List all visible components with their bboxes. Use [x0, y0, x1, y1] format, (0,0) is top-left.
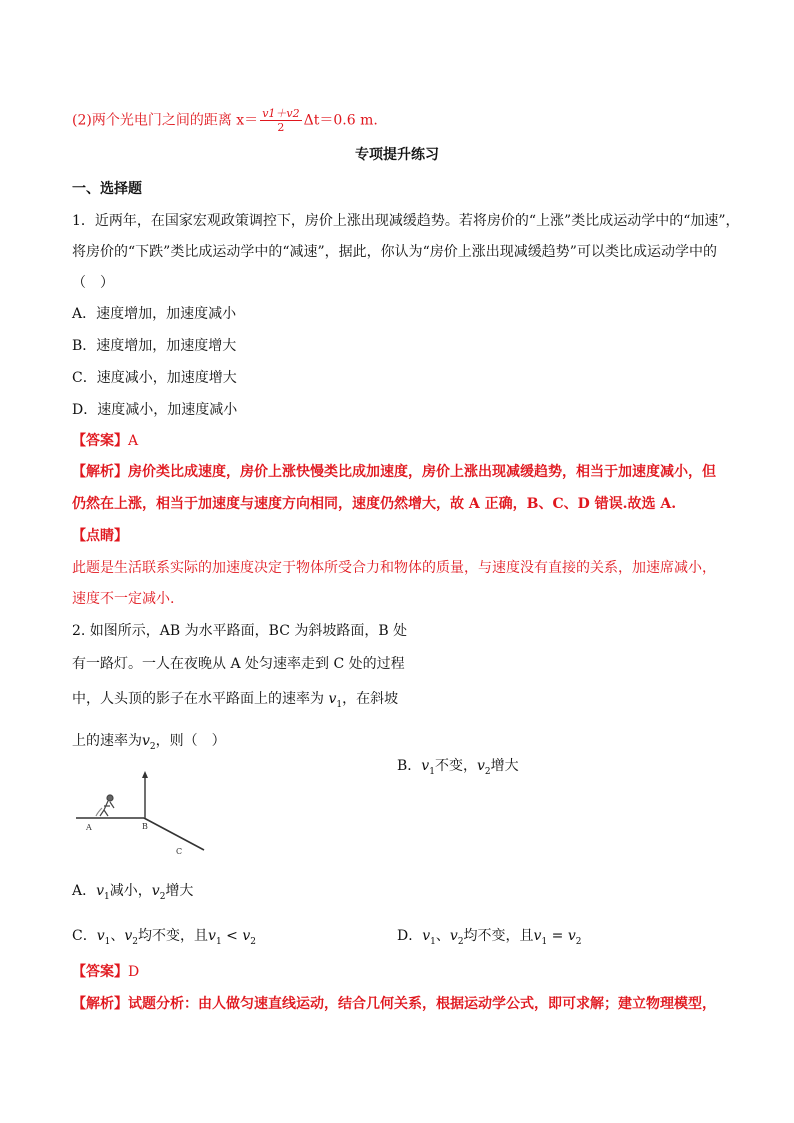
answer-suffix: Δt＝0.6 m. [303, 112, 378, 129]
v2-symbol [567, 928, 582, 947]
v1-symbol [422, 928, 436, 947]
text: B． [397, 758, 422, 774]
symbol: v [533, 928, 542, 944]
q1-note-line-2: 速度不一定减小. [72, 591, 175, 607]
relation: < [221, 928, 243, 944]
q2-text-line-4 [72, 730, 226, 758]
q1-note-label: 【点睛】 [72, 528, 128, 544]
text: C． [72, 928, 97, 944]
q2-text-line-3 [72, 688, 398, 716]
label-a: A [86, 823, 92, 832]
v1-symbol [328, 691, 343, 710]
text: 减小， [109, 883, 152, 899]
v2-symbol [449, 928, 464, 947]
v1-symbol [96, 928, 111, 947]
symbol: v [242, 928, 251, 944]
v2-symbol [124, 928, 139, 947]
previous-answer-line [72, 107, 378, 134]
section-heading: 一、选择题 [72, 181, 142, 197]
v2-symbol [476, 758, 491, 777]
q2-analysis-line-1 [72, 993, 716, 1015]
q1-text-line-1: 1．近两年，在国家宏观政策调控下，房价上涨出现减缓趋势。若将房价的“上涨”类比成运动学中的“加速”， [72, 213, 740, 229]
symbol: v [567, 928, 576, 944]
symbol: v [96, 928, 105, 944]
lamp-icon [142, 771, 148, 778]
answer-value: A [128, 433, 139, 449]
symbol: v [142, 733, 150, 749]
q1-option-b: B．速度增加，加速度增大 [72, 338, 237, 354]
analysis-text: 房价类比成速度，房价上涨快慢类比成加速度，房价上涨出现减缓趋势，相当于加速度减小，但 [128, 464, 716, 480]
text: 、 [110, 928, 125, 944]
q2-answer [72, 961, 139, 983]
symbol: v [151, 883, 160, 899]
q1-text-line-2: 将房价的“下跌”类比成运动学中的“减速”，据此，你认为“房价上涨出现减缓趋势”可以类比成运动学中的 [72, 244, 717, 260]
text: 中，人头顶的影子在水平路面上的速率为 [72, 691, 329, 707]
q2-option-b [397, 755, 519, 783]
label-b: B [142, 822, 148, 831]
subscript: 1 [541, 936, 548, 947]
section-title: 专项提升练习 [355, 147, 439, 163]
answer-label: 【答案】 [72, 433, 128, 449]
subscript: 2 [575, 936, 582, 947]
answer-prefix: (2)两个光电门之间的距离 x＝ [72, 112, 259, 129]
q2-option-d [397, 925, 582, 953]
v2-symbol [242, 928, 256, 947]
analysis-label: 【解析】 [72, 996, 128, 1012]
text: ，在斜坡 [342, 691, 399, 707]
q1-analysis-line-1 [72, 461, 716, 483]
q2-option-a [72, 880, 193, 908]
answer-label: 【答案】 [72, 964, 128, 980]
q2-option-c [72, 925, 256, 953]
subscript: 2 [250, 936, 256, 947]
subscript: 2 [132, 936, 139, 947]
subscript: 2 [159, 891, 166, 902]
subscript: 1 [430, 936, 436, 947]
text: 、 [435, 928, 450, 944]
analysis-label: 【解析】 [72, 464, 128, 480]
subscript: 1 [104, 891, 110, 902]
text: 上的速率为 [72, 733, 142, 749]
text: 增大 [490, 758, 519, 774]
label-c: C [176, 847, 183, 856]
symbol: v [449, 928, 458, 944]
q1-note-line-1: 此题是生活联系实际的加速度决定于物体所受合力和物体的质量，与速度没有直接的关系，加速席减小， [72, 560, 716, 576]
q1-analysis-line-2: 仍然在上涨，相当于加速度与速度方向相同，速度仍然增大，故 A 正确，B、C、D 错误.故选 A. [72, 496, 677, 512]
q2-text-line-1: 2. 如图所示，AB 为水平路面，BC 为斜坡路面，B 处 [72, 623, 408, 639]
v1-symbol [96, 883, 110, 902]
text: ，则（ ） [155, 733, 226, 749]
subscript: 1 [336, 699, 343, 710]
velocity-fraction [260, 107, 301, 134]
text: 增大 [165, 883, 194, 899]
symbol: v [124, 928, 133, 944]
subscript: 2 [484, 766, 491, 777]
subscript: 2 [149, 741, 156, 752]
subscript: 1 [215, 936, 222, 947]
q1-blank: （ ） [72, 275, 114, 291]
symbol: v [208, 928, 216, 944]
road-lamp-diagram [72, 768, 212, 858]
v1-symbol [421, 758, 435, 777]
analysis-text: 试题分析：由人做匀速直线运动，结合几何关系，根据运动学公式，即可求解；建立物理模型， [128, 996, 716, 1012]
v2-symbol [142, 733, 156, 752]
subscript: 1 [104, 936, 111, 947]
text: 不变， [434, 758, 477, 774]
v1-symbol [208, 928, 222, 947]
q2-text-line-2: 有一路灯。一人在夜晚从 A 处匀速率走到 C 处的过程 [72, 656, 405, 672]
text: 均不变，且 [138, 928, 209, 944]
answer-value: D [128, 964, 140, 980]
text: 均不变，且 [463, 928, 534, 944]
symbol: v [422, 928, 431, 944]
slope-road [144, 818, 204, 850]
subscript: 2 [457, 936, 464, 947]
symbol: v [421, 758, 430, 774]
q1-option-a: A．速度增加，加速度减小 [72, 306, 237, 322]
q1-option-d: D．速度减小，加速度减小 [72, 402, 238, 418]
v2-symbol [151, 883, 166, 902]
relation: = [547, 928, 568, 944]
symbol: v [476, 758, 485, 774]
symbol: v [96, 883, 105, 899]
fraction-numerator: v1＋v2 [262, 107, 300, 120]
fraction-denominator: 2 [277, 121, 285, 134]
q1-answer [72, 430, 138, 452]
text: D． [397, 928, 423, 944]
person-icon [96, 795, 114, 816]
subscript: 1 [429, 766, 435, 777]
text: A． [72, 883, 97, 899]
q1-option-c: C．速度减小，加速度增大 [72, 370, 237, 386]
v1-symbol [533, 928, 548, 947]
symbol: v [328, 691, 337, 707]
